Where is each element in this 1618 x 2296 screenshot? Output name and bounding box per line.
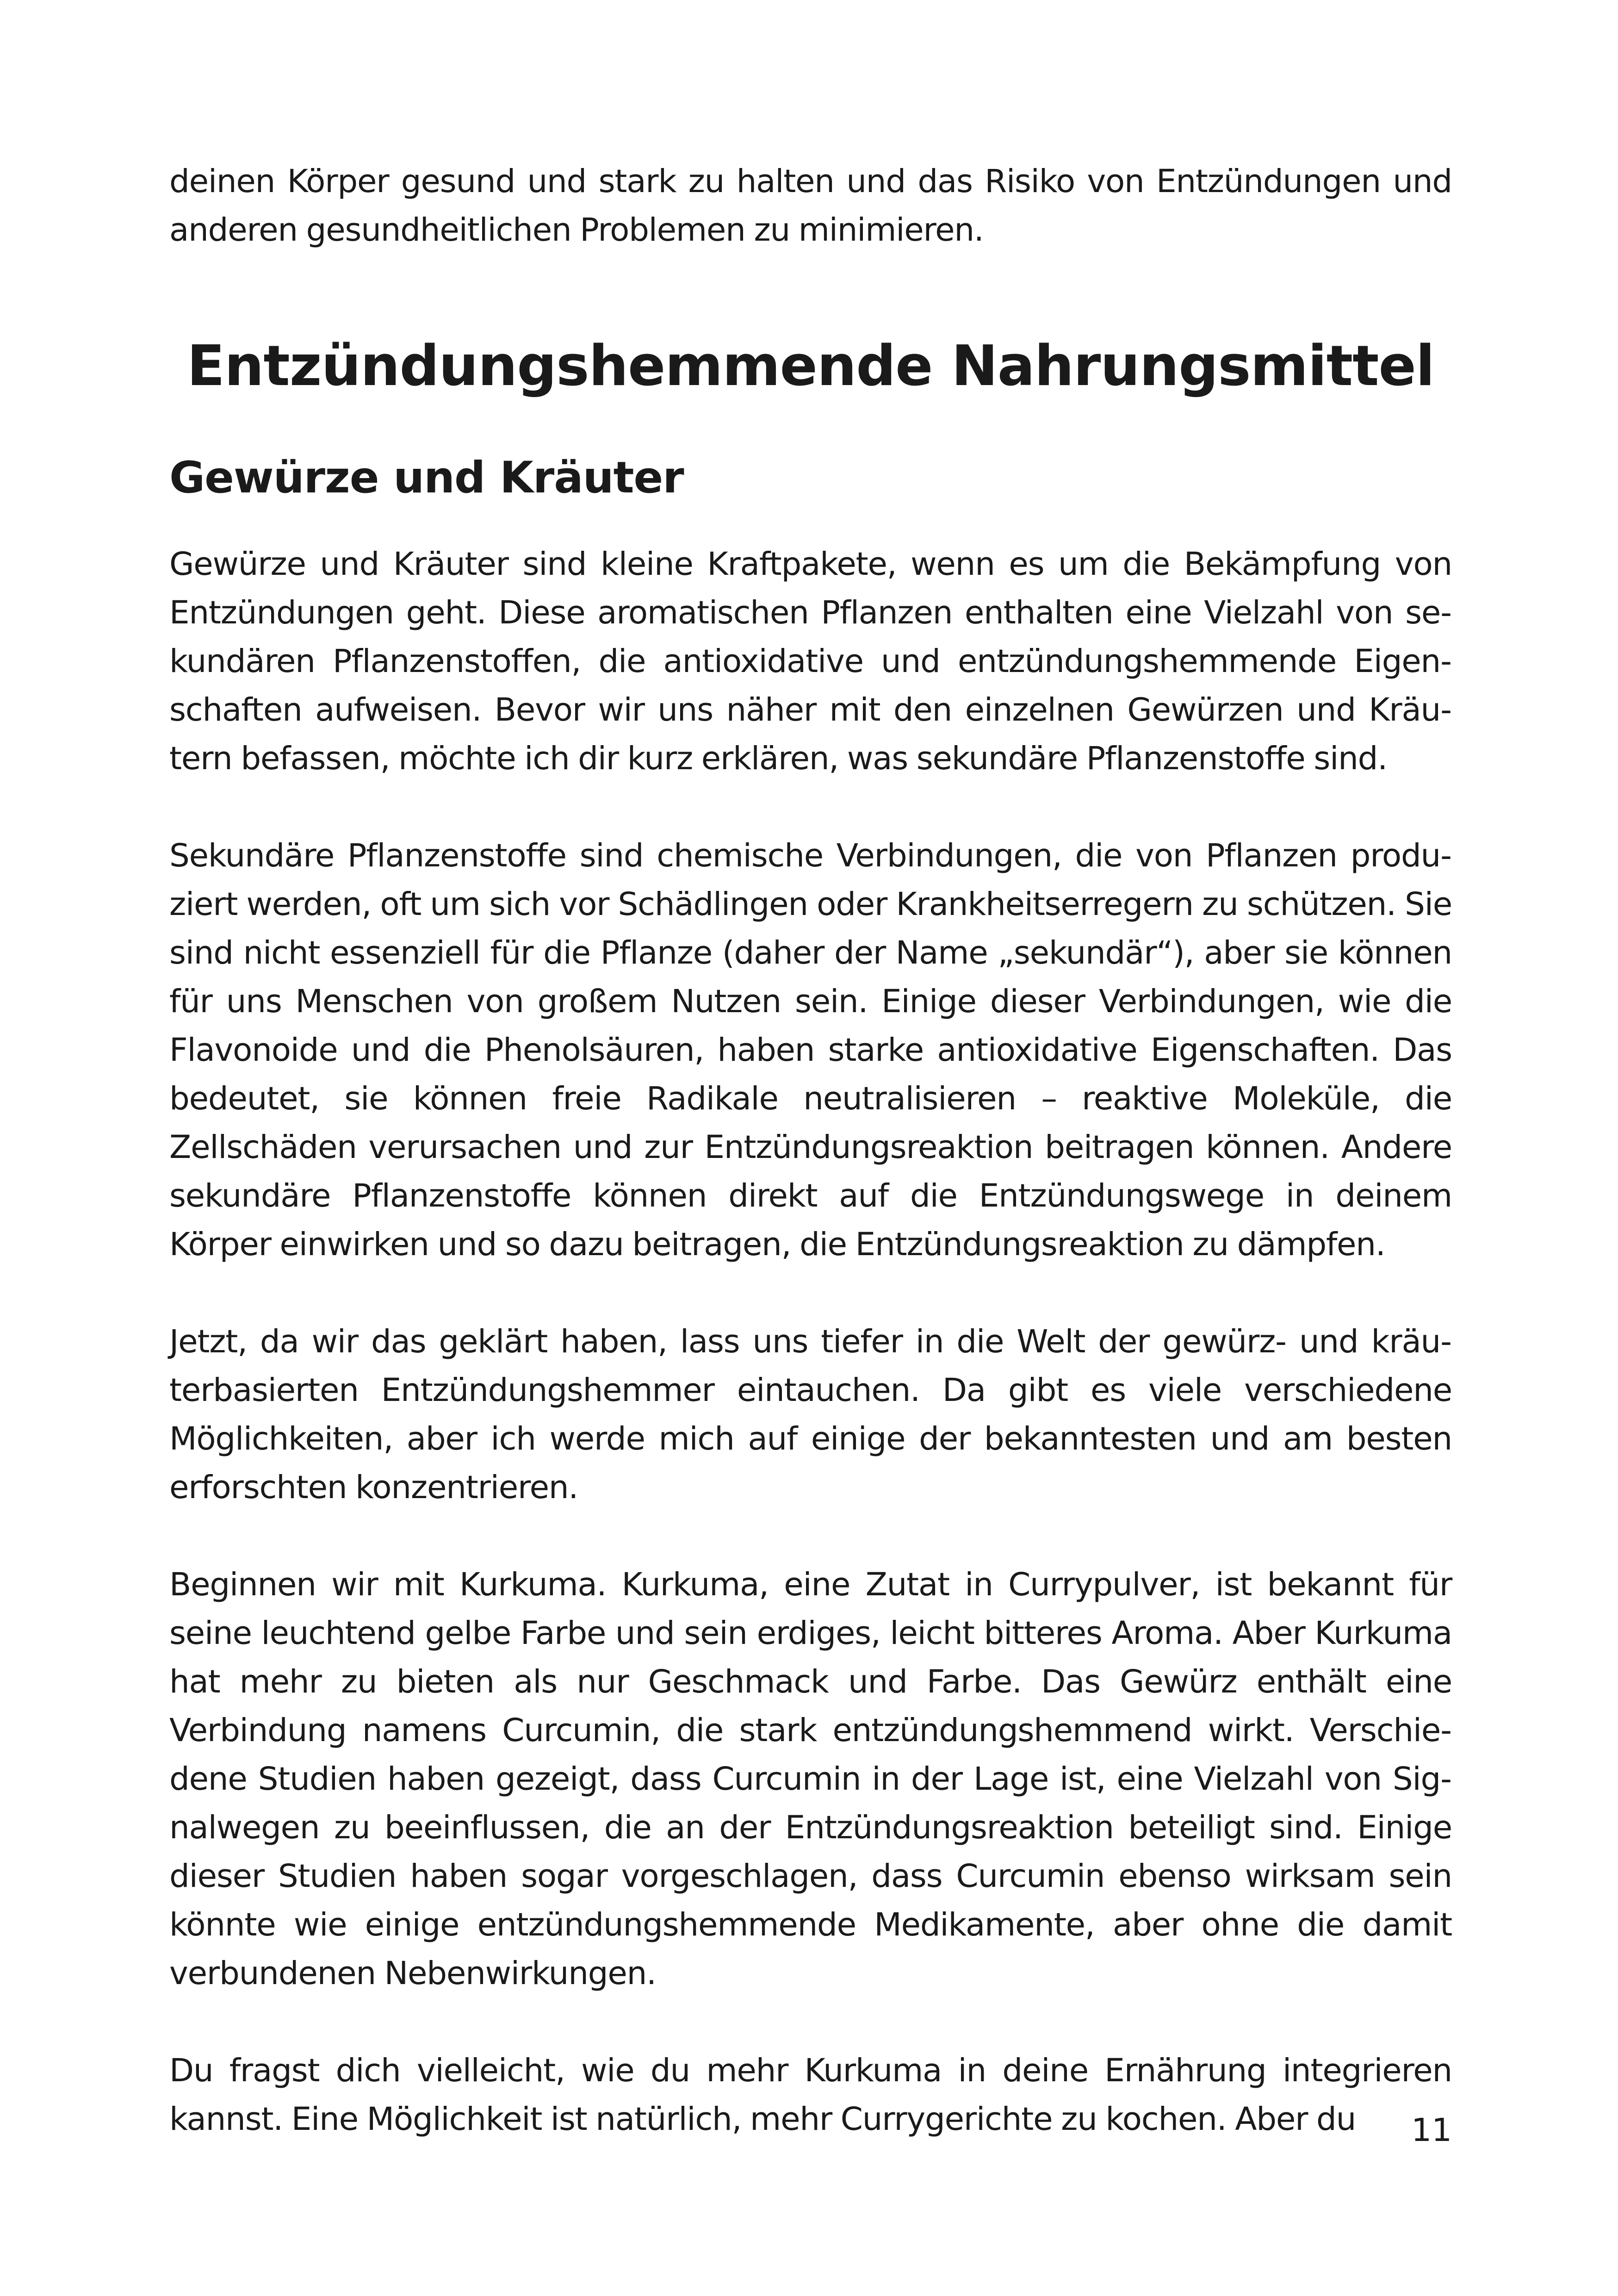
intro-paragraph: deinen Körper gesund und stark zu halten und das Risiko von Entzündungen und anderen gesundheitlichen Problemen zu minimieren. (169, 163, 1452, 249)
page-content (169, 157, 1452, 2144)
body-paragraph: Jetzt, da wir das geklärt haben, lass uns tiefer in die Welt der gewürz- und kräuterbasierten Entzündungshemmer eintauchen. Da gibt es viele verschiedene Möglichkeiten, aber ich werde mich auf einige der bekanntesten und am besten erforschten konzentrieren. (169, 1323, 1452, 1506)
body-paragraph: Sekundäre Pflanzenstoffe sind chemische Verbindungen, die von Pflanzen produziert werden, oft um sich vor Schädlingen oder Krankheitserregern zu schützen. Sie sind nicht essenziell für die Pflanze (daher der Name „sekundär“), aber sie können für uns Menschen von großem Nutzen sein. Einige dieser Verbindungen, wie die Flavonoide und die Phenolsäuren, haben starke antioxidative Eigenschaften. Das bedeutet, sie können freie Radikale neutralisieren – reaktive Moleküle, die Zellschäden verursachen und zur Entzündungsreaktion beitragen können. Andere sekundäre Pflanzenstoffe können direkt auf die Entzündungswege in deinem Körper einwirken und so dazu beitragen, die Entzündungsreaktion zu dämpfen. (169, 837, 1452, 1263)
body-paragraph: Beginnen wir mit Kurkuma. Kurkuma, eine Zutat in Currypulver, ist bekannt für seine leuchtend gelbe Farbe und sein erdiges, leicht bitteres Aroma. Aber Kurkuma hat mehr zu bieten als nur Geschmack und Farbe. Das Gewürz enthält eine Verbindung namens Curcumin, die stark entzündungshemmend wirkt. Verschiedene Studien haben gezeigt, dass Curcumin in der Lage ist, eine Vielzahl von Signalwegen zu beeinflussen, die an der Entzündungsreaktion beteiligt sind. Einige dieser Studien haben sogar vorgeschlagen, dass Curcumin ebenso wirksam sein könnte wie einige entzündungshemmende Medikamente, aber ohne die damit verbundenen Nebenwirkungen. (169, 1566, 1452, 1992)
chapter-title: Entzündungshemmende Nahrungsmittel (187, 334, 1434, 398)
body-paragraph: Gewürze und Kräuter sind kleine Kraftpakete, wenn es um die Bekämpfung von Entzündungen geht. Diese aromatischen Pflanzen enthalten eine Vielzahl von sekundären Pflanzenstoffen, die antioxidative und entzündungshemmende Eigenschaften aufweisen. Bevor wir uns näher mit den einzelnen Gewürzen und Kräutern befassen, möchte ich dir kurz erklären, was sekundäre Pflanzenstoffe sind. (169, 546, 1452, 777)
body-paragraph: Du fragst dich vielleicht, wie du mehr Kurkuma in deine Ernährung integrieren kannst. Eine Möglichkeit ist natürlich, mehr Currygerichte zu kochen. Aber du (169, 2052, 1452, 2138)
section-title: Gewürze und Kräuter (169, 453, 684, 503)
page-number: 11 (1411, 2112, 1452, 2149)
